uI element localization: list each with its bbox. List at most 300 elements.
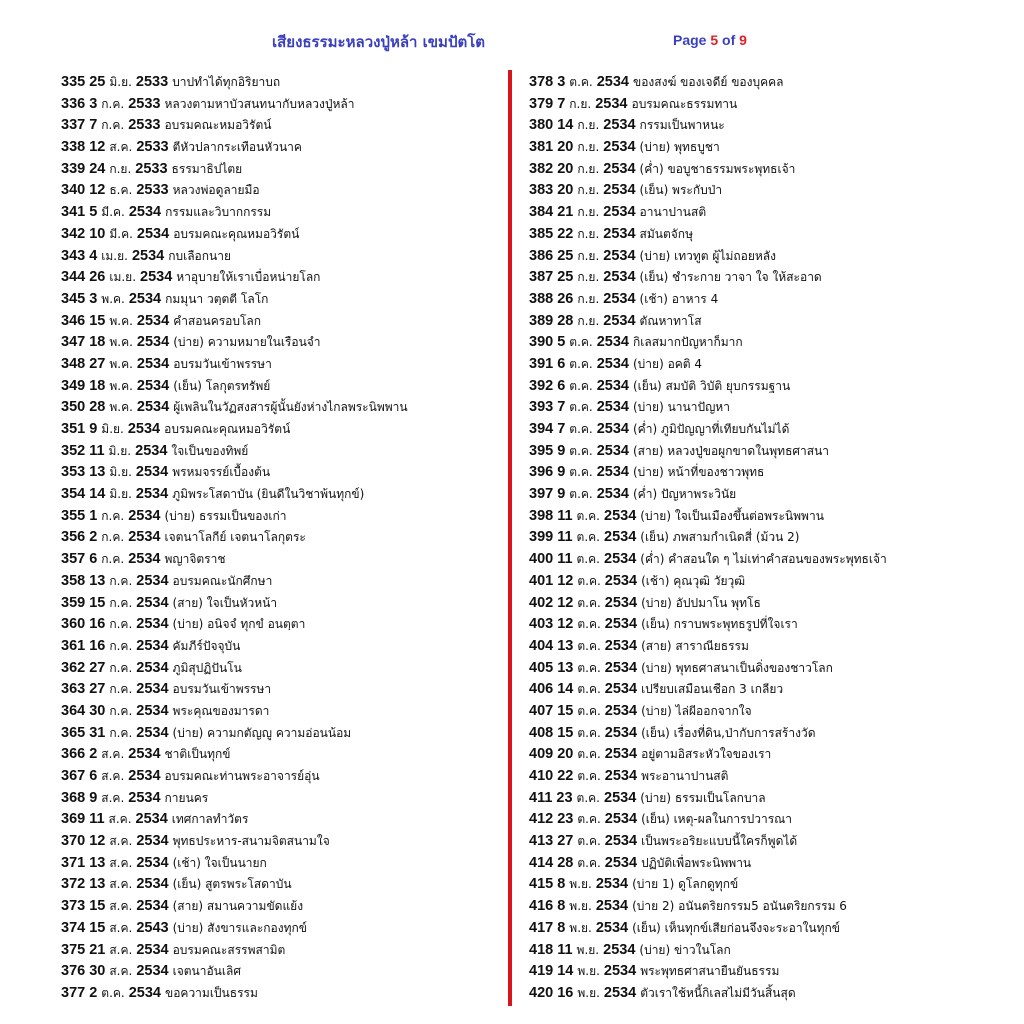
entry-number: 343 — [61, 247, 86, 264]
entry-day: 11 — [557, 941, 573, 958]
entry-year: 2534 — [603, 204, 636, 221]
entry-title: อบรมคณะคุณหมอวิรัตน์ — [164, 422, 291, 436]
entry-month: ต.ค. — [577, 638, 601, 653]
entry-number: 398 — [529, 507, 554, 524]
entry-year: 2533 — [135, 160, 168, 177]
entry-year: 2534 — [604, 572, 638, 589]
entry-day: 1 — [89, 507, 98, 524]
page-header — [0, 30, 1024, 58]
entry-number: 354 — [61, 486, 86, 503]
entry-year: 2534 — [604, 637, 638, 654]
entry-title: (บ่าย 2) อนันตริยกรรม5 อนันตริยกรรม 6 — [632, 899, 847, 914]
entry-year: 2533 — [135, 74, 169, 90]
entry-day: 20 — [557, 182, 574, 199]
entry-month: ต.ค. — [577, 703, 601, 718]
entry-month: พ.ย. — [576, 942, 600, 957]
entry-year: 2534 — [603, 139, 636, 156]
entry-month: ก.ค. — [109, 573, 133, 588]
entry-year: 2534 — [136, 876, 169, 893]
entry-day: 27 — [89, 681, 106, 698]
list-item — [529, 896, 1009, 918]
entry-title: กายนคร — [164, 790, 209, 805]
entry-day: 15 — [89, 594, 106, 611]
entry-title: พรหมจรรย์เบื้องต้น — [172, 465, 271, 480]
list-item — [61, 788, 501, 810]
page-current: 5 — [710, 32, 719, 48]
entry-month: ต.ค. — [569, 422, 593, 436]
entry-number: 383 — [529, 182, 554, 199]
entry-title: ใจเป็นของทิพย์ — [171, 443, 249, 458]
entry-month: ก.ย. — [569, 96, 592, 111]
entry-day: 16 — [89, 637, 106, 654]
entry-month: เม.ย. — [109, 270, 137, 285]
entry-title: (เย็น) สมบัติ วิบัติ ยุบกรรมฐาน — [633, 378, 791, 393]
entry-title: คำสอนครอบโลก — [173, 313, 262, 328]
entry-month: ส.ค. — [109, 877, 133, 892]
entry-title: ผู้เพลินในวัฏสงสารผู้นั้นยังห่างไกลพระนิพพาน — [173, 400, 408, 415]
entry-month: ต.ค. — [577, 660, 601, 675]
entry-day: 25 — [89, 74, 106, 90]
entry-year: 2534 — [128, 768, 161, 784]
entry-title: อบรมคณะคุณหมอวิรัตน์ — [173, 226, 300, 241]
list-item — [529, 311, 1009, 333]
entry-number: 406 — [529, 681, 554, 698]
entry-year: 2534 — [603, 247, 636, 264]
entry-day: 8 — [557, 876, 566, 893]
entry-title: ธรรมาธิปไตย — [171, 161, 243, 176]
entry-number: 381 — [529, 139, 554, 156]
entry-year: 2534 — [136, 681, 169, 698]
entry-day: 12 — [557, 572, 574, 589]
entry-year: 2534 — [136, 616, 169, 633]
entry-number: 377 — [61, 984, 86, 1001]
entry-title: (บ่าย) พุทธศาสนาเป็นดิ่งของชาวโลก — [641, 660, 833, 675]
entry-day: 26 — [557, 290, 574, 307]
entry-day: 13 — [89, 876, 106, 893]
entry-month: ก.ย. — [109, 161, 132, 176]
entry-title: หลวงตามหาบัวสนทนากับหลวงปู่หล้า — [164, 96, 355, 111]
entry-year: 2534 — [604, 811, 638, 828]
list-item — [61, 853, 501, 875]
entry-day: 7 — [557, 95, 566, 112]
entry-month: เม.ย. — [101, 248, 128, 263]
entry-number: 349 — [61, 377, 86, 394]
entry-title: สมันตจักษุ — [639, 226, 693, 241]
list-item — [61, 961, 501, 983]
entry-day: 9 — [557, 464, 566, 481]
entry-title: กรรมและวิบากกรรม — [165, 205, 272, 220]
entry-number: 380 — [529, 117, 554, 134]
entry-year: 2534 — [135, 811, 168, 828]
list-item — [61, 354, 501, 376]
entry-month: ส.ค. — [109, 920, 133, 935]
list-item — [61, 918, 501, 940]
entry-number: 394 — [529, 421, 554, 437]
entry-day: 14 — [557, 117, 574, 134]
entry-title: พระอานาปานสติ — [641, 769, 729, 783]
entry-day: 27 — [557, 833, 574, 850]
page-total: 9 — [739, 32, 747, 48]
entry-number: 407 — [529, 702, 554, 719]
entry-day: 16 — [89, 616, 106, 633]
entry-year: 2534 — [604, 702, 638, 719]
entry-title: ภูมิพระโสดาบัน (ยินดีในวิชาพ้นทุกข์) — [172, 487, 365, 502]
entry-month: ต.ค. — [569, 487, 593, 502]
entry-day: 13 — [89, 464, 106, 481]
entry-day: 26 — [89, 269, 106, 286]
entry-number: 342 — [61, 225, 86, 242]
entry-title: อบรมวันเข้าพรรษา — [172, 682, 272, 697]
entry-day: 13 — [557, 659, 574, 676]
entry-number: 372 — [61, 876, 86, 893]
entry-number: 402 — [529, 594, 554, 611]
entry-day: 12 — [557, 616, 574, 633]
column-divider — [508, 70, 512, 1006]
entry-day: 25 — [557, 247, 574, 264]
entry-day: 9 — [89, 421, 98, 437]
entry-year: 2534 — [595, 876, 629, 893]
list-item — [61, 983, 501, 1005]
list-item — [529, 809, 1009, 831]
entry-year: 2534 — [136, 898, 169, 915]
list-item — [529, 246, 1009, 268]
entry-day: 11 — [89, 442, 105, 459]
entry-number: 376 — [61, 963, 86, 980]
entry-month: ส.ค. — [109, 834, 133, 849]
entry-month: พ.ค. — [101, 291, 125, 306]
list-item — [529, 874, 1009, 896]
entry-year: 2534 — [603, 312, 636, 329]
entry-day: 15 — [557, 724, 574, 741]
entry-month: ต.ค. — [569, 465, 593, 480]
entry-day: 22 — [557, 768, 574, 784]
entry-year: 2534 — [128, 290, 162, 307]
entry-month: ส.ค. — [109, 964, 133, 979]
entry-day: 20 — [557, 746, 574, 763]
entry-title: (เย็น) เหตุ-ผลในการปวารณา — [641, 812, 793, 827]
entry-title: ปฏิบัติเพื่อพระนิพพาน — [641, 855, 752, 870]
entry-title: เป็นพระอริยะแบบนี้ใครก็พูดได้ — [641, 834, 798, 849]
entry-day: 12 — [89, 833, 106, 850]
entry-year: 2534 — [136, 399, 170, 416]
entry-year: 2533 — [128, 95, 161, 112]
entry-year: 2534 — [596, 377, 629, 394]
entry-year: 2534 — [603, 941, 636, 958]
entry-title: กบเลือกนาย — [168, 248, 232, 263]
entry-day: 31 — [89, 724, 106, 741]
entry-year: 2534 — [135, 486, 169, 503]
list-item — [61, 874, 501, 896]
entry-number: 395 — [529, 442, 554, 459]
entry-year: 2534 — [136, 594, 169, 611]
entry-month: พ.ค. — [109, 313, 133, 328]
entry-month: พ.ค. — [109, 335, 133, 350]
list-item — [529, 744, 1009, 766]
list-item — [529, 918, 1009, 940]
entry-title: ตีหัวปลากระเทือนหัวนาค — [172, 140, 302, 155]
entry-day: 28 — [557, 312, 574, 329]
entry-month: ก.ย. — [577, 140, 600, 155]
entry-number: 415 — [529, 876, 554, 893]
entry-title: เจตนาโลกีย์ เจตนาโลกุตระ — [164, 530, 306, 545]
entry-month: มิ.ย. — [108, 443, 132, 458]
entry-number: 410 — [529, 768, 554, 784]
entry-month: ก.ค. — [101, 96, 125, 111]
entry-year: 2534 — [128, 551, 161, 568]
entry-title: กรรมเป็นพาหนะ — [639, 118, 725, 133]
entry-number: 335 — [61, 74, 86, 90]
entry-year: 2534 — [603, 182, 636, 199]
list-item — [529, 853, 1009, 875]
list-item — [529, 202, 1009, 224]
entry-title: เปรียบเสมือนเชือก 3 เกลียว — [641, 682, 784, 697]
entry-number: 351 — [61, 421, 86, 437]
entry-title: (บ่าย) อคติ 4 — [633, 356, 703, 371]
entry-year: 2534 — [595, 919, 629, 936]
entry-year: 2534 — [595, 95, 628, 112]
list-item — [529, 484, 1009, 506]
entry-month: ก.ย. — [577, 226, 600, 241]
entry-month: ก.ค. — [109, 682, 133, 697]
entry-title: อยู่ตามอิสระหัวใจของเรา — [641, 747, 772, 762]
entry-day: 28 — [89, 399, 106, 416]
list-item — [61, 72, 501, 94]
list-item — [529, 289, 1009, 311]
entry-day: 3 — [89, 95, 98, 112]
entry-title: อบรมคณะท่านพระอาจารย์อุ่น — [164, 769, 320, 783]
entry-day: 15 — [89, 898, 106, 915]
entry-title: (สาย) สมานความขัดแย้ง — [172, 899, 304, 914]
list-item — [61, 180, 501, 202]
entry-year: 2534 — [604, 551, 637, 568]
entry-month: มี.ค. — [109, 226, 133, 241]
list-item — [529, 332, 1009, 354]
entry-number: 419 — [529, 963, 554, 980]
entry-year: 2534 — [604, 746, 638, 763]
entry-title: (บ่าย) ใจเป็นเมืองขึ้นต่อพระนิพพาน — [640, 508, 824, 523]
entry-month: ต.ค. — [577, 855, 601, 870]
document-title: เสียงธรรมะหลวงปู่หล้า เขมปัตโต — [272, 33, 486, 51]
list-item — [61, 506, 501, 528]
entry-day: 14 — [557, 963, 574, 980]
entry-month: พ.ย. — [569, 877, 592, 892]
entry-number: 389 — [529, 312, 554, 329]
list-item — [529, 788, 1009, 810]
entry-year: 2534 — [140, 269, 173, 286]
entry-year: 2534 — [596, 421, 629, 437]
entry-month: พ.ย. — [577, 985, 600, 1000]
entry-month: พ.ย. — [569, 920, 592, 935]
entry-title: (สาย) ใจเป็นหัวหน้า — [172, 595, 278, 610]
entry-number: 359 — [61, 594, 86, 611]
entry-number: 391 — [529, 355, 554, 372]
entry-year: 2534 — [136, 334, 170, 351]
entry-title: (บ่าย) ความหมายในเรือนจำ — [173, 335, 321, 350]
list-item — [529, 614, 1009, 636]
entry-title: กิเลสมากปัญหาก็มาก — [633, 335, 743, 350]
entry-title: (บ่าย 1) ดูโลกดูทุกข์ — [632, 877, 739, 892]
list-item — [61, 809, 501, 831]
entry-day: 6 — [89, 551, 98, 568]
entry-title: (ค่ำ) ปัญหาพระวินัย — [633, 487, 737, 502]
entry-day: 20 — [557, 160, 574, 177]
page-label: Page — [673, 32, 707, 48]
entry-title: อานาปานสติ — [639, 205, 707, 220]
entry-number: 356 — [61, 529, 86, 546]
entry-title: อบรมคณะธรรมทาน — [631, 96, 738, 111]
entry-day: 20 — [557, 139, 574, 156]
entry-number: 339 — [61, 160, 86, 177]
entry-number: 361 — [61, 637, 86, 654]
entry-year: 2534 — [596, 442, 629, 459]
entry-number: 403 — [529, 616, 554, 633]
entry-month: ส.ค. — [101, 747, 125, 762]
entry-number: 368 — [61, 789, 86, 806]
entry-day: 11 — [557, 551, 573, 568]
entry-day: 5 — [89, 204, 98, 221]
entry-year: 2534 — [136, 355, 170, 372]
list-item — [61, 614, 501, 636]
entry-year: 2534 — [136, 312, 170, 329]
entry-number: 355 — [61, 507, 86, 524]
entry-title: อบรมคณะนักศึกษา — [172, 573, 273, 588]
entry-title: (เย็น) สูตรพระโสดาบัน — [172, 877, 292, 892]
list-item — [529, 137, 1009, 159]
entry-year: 2534 — [136, 572, 169, 589]
entry-year: 2534 — [604, 594, 638, 611]
entry-title: (บ่าย) พุทธบูชา — [639, 140, 720, 155]
entry-year: 2534 — [596, 334, 629, 351]
list-item — [61, 744, 501, 766]
entry-title: พระคุณของมารดา — [172, 703, 270, 718]
entry-title: พุทธประหาร-สนามจิตสนามใจ — [172, 834, 330, 849]
entry-day: 9 — [89, 789, 98, 806]
entry-day: 13 — [89, 854, 106, 871]
entry-title: กมมุนา วตฺตตี โลโก — [165, 291, 269, 306]
list-item — [61, 376, 501, 398]
entry-title: คัมภีร์ปัจจุบัน — [172, 638, 241, 653]
list-item — [529, 593, 1009, 615]
entry-month: ต.ค. — [577, 617, 601, 632]
entry-day: 3 — [89, 290, 98, 307]
list-item — [529, 376, 1009, 398]
entry-day: 12 — [89, 139, 106, 156]
entry-day: 14 — [557, 681, 574, 698]
entry-month: ก.ค. — [109, 660, 133, 675]
list-item — [61, 397, 501, 419]
list-item — [61, 137, 501, 159]
list-item — [61, 267, 501, 289]
entry-title: (เย็น) ชำระกาย วาจา ใจ ให้สะอาด — [639, 270, 822, 285]
entry-number: 385 — [529, 225, 554, 242]
entry-number: 378 — [529, 74, 554, 90]
entry-number: 416 — [529, 898, 554, 915]
entry-number: 353 — [61, 464, 86, 481]
list-item — [61, 311, 501, 333]
entry-month: ต.ค. — [576, 508, 600, 523]
entry-title: (สาย) สาราณียธรรม — [641, 638, 749, 653]
list-item — [529, 723, 1009, 745]
entry-number: 375 — [61, 941, 86, 958]
entry-year: 2534 — [604, 768, 638, 784]
entry-day: 3 — [557, 74, 566, 90]
list-item — [61, 115, 501, 137]
entry-number: 337 — [61, 117, 86, 134]
list-item — [61, 419, 501, 441]
entry-number: 357 — [61, 551, 86, 568]
list-item — [529, 72, 1009, 94]
entry-title: อบรมคณะสรรพสามิต — [172, 942, 286, 957]
entry-title: (เย็น) โลกุตรทรัพย์ — [173, 378, 271, 393]
entry-month: ต.ค. — [577, 595, 601, 610]
entry-year: 2534 — [603, 117, 636, 134]
entry-number: 345 — [61, 290, 86, 307]
entry-day: 23 — [556, 789, 573, 806]
entry-number: 384 — [529, 204, 554, 221]
entry-day: 10 — [89, 225, 106, 242]
list-item — [61, 766, 501, 788]
list-item — [61, 658, 501, 680]
entry-title: ของสงฆ์ ของเจดีย์ ของบุคคล — [633, 75, 784, 89]
list-item — [529, 766, 1009, 788]
entry-title: ชาติเป็นทุกข์ — [164, 747, 231, 762]
list-item — [529, 983, 1009, 1005]
entry-title: หลวงพ่อดูลายมือ — [172, 183, 260, 198]
entry-number: 341 — [61, 204, 86, 221]
entry-month: ก.ย. — [577, 118, 600, 133]
entry-year: 2534 — [604, 507, 637, 524]
list-item — [61, 159, 501, 181]
entry-day: 6 — [89, 768, 98, 784]
entry-title: ขอความเป็นธรรม — [165, 985, 258, 1000]
entry-month: ธ.ค. — [109, 183, 133, 198]
entry-title: (บ่าย) ธรรมเป็นโลกบาล — [640, 790, 766, 805]
entry-day: 16 — [557, 984, 574, 1001]
entry-month: ต.ค. — [577, 747, 601, 762]
entry-title: (ค่ำ) คำสอนใด ๆ ไม่เท่าคำสอนของพระพุทธเจ้า — [640, 552, 887, 567]
entry-number: 369 — [61, 811, 86, 828]
entry-title: (ค่ำ) ภูมิปัญญาที่เทียบกันไม่ได้ — [633, 422, 790, 436]
list-item — [529, 571, 1009, 593]
entry-title: (เย็น) พระกับป่า — [639, 183, 723, 198]
entry-month: ส.ค. — [109, 140, 133, 155]
entry-day: 4 — [89, 247, 98, 264]
entry-title: (บ่าย) ธรรมเป็นของเก่า — [164, 508, 287, 523]
entry-day: 15 — [89, 312, 106, 329]
entry-number: 366 — [61, 746, 86, 763]
list-item — [529, 397, 1009, 419]
list-item — [529, 159, 1009, 181]
list-item — [529, 636, 1009, 658]
entry-year: 2534 — [604, 681, 638, 698]
entry-number: 358 — [61, 572, 86, 589]
list-item — [529, 419, 1009, 441]
list-item — [529, 441, 1009, 463]
entry-number: 338 — [61, 139, 86, 156]
entry-year: 2534 — [596, 74, 629, 90]
entry-day: 8 — [557, 919, 566, 936]
entry-month: ต.ค. — [577, 682, 601, 697]
entry-title: (เย็น) กราบพระพุทธรูปที่ใจเรา — [641, 617, 798, 632]
entry-month: ต.ค. — [577, 573, 601, 588]
entry-day: 9 — [557, 442, 566, 459]
entry-day: 15 — [89, 919, 106, 936]
entry-day: 6 — [557, 377, 566, 394]
entry-year: 2533 — [128, 117, 161, 134]
entry-month: ก.ย. — [577, 248, 600, 263]
entry-year: 2534 — [128, 529, 161, 546]
entry-day: 27 — [89, 659, 106, 676]
